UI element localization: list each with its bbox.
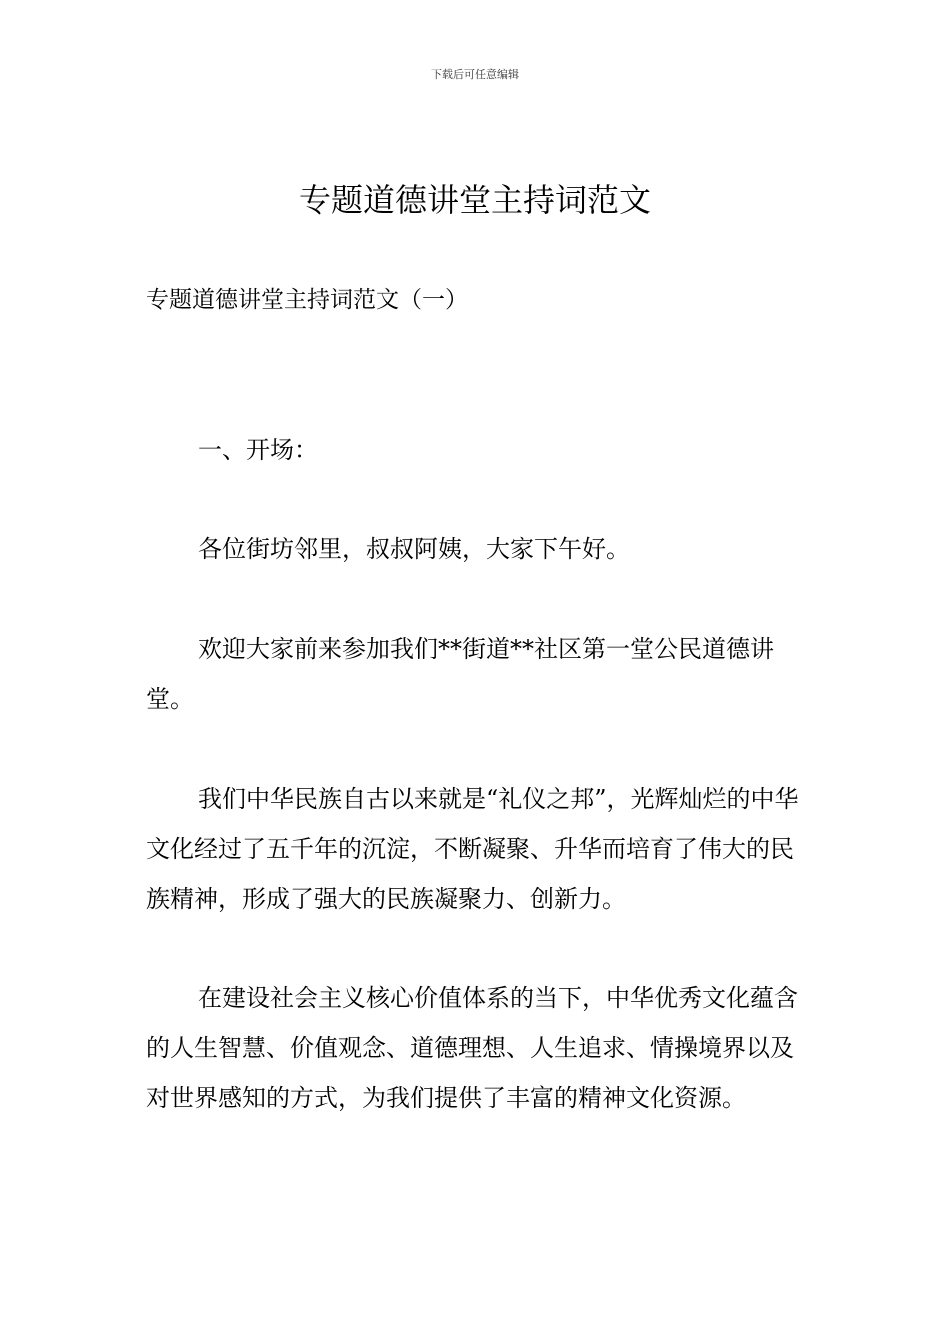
document-title: 专题道德讲堂主持词范文: [298, 181, 651, 219]
section-heading-opening: 一、开场：: [198, 436, 318, 464]
document-subtitle: 专题道德讲堂主持词范文（一）: [146, 287, 468, 313]
page-header-note: 下载后可任意编辑: [431, 68, 519, 81]
paragraph-welcome: 欢迎大家前来参加我们**街道**社区第一堂公民道德讲堂。: [146, 635, 774, 713]
paragraph-values: 在建设社会主义核心价值体系的当下，中华优秀文化蕴含的人生智慧、价值观念、道德理想、人生追求、情操境界以及对世界感知的方式，为我们提供了丰富的精神文化资源。: [146, 984, 798, 1112]
paragraph-culture: 我们中华民族自古以来就是“礼仪之邦”，光辉灿烂的中华文化经过了五千年的沉淀，不断凝聚、升华而培育了伟大的民族精神，形成了强大的民族凝聚力、创新力。: [146, 785, 799, 913]
paragraph-greeting: 各位街坊邻里，叔叔阿姨，大家下午好。: [198, 535, 630, 563]
